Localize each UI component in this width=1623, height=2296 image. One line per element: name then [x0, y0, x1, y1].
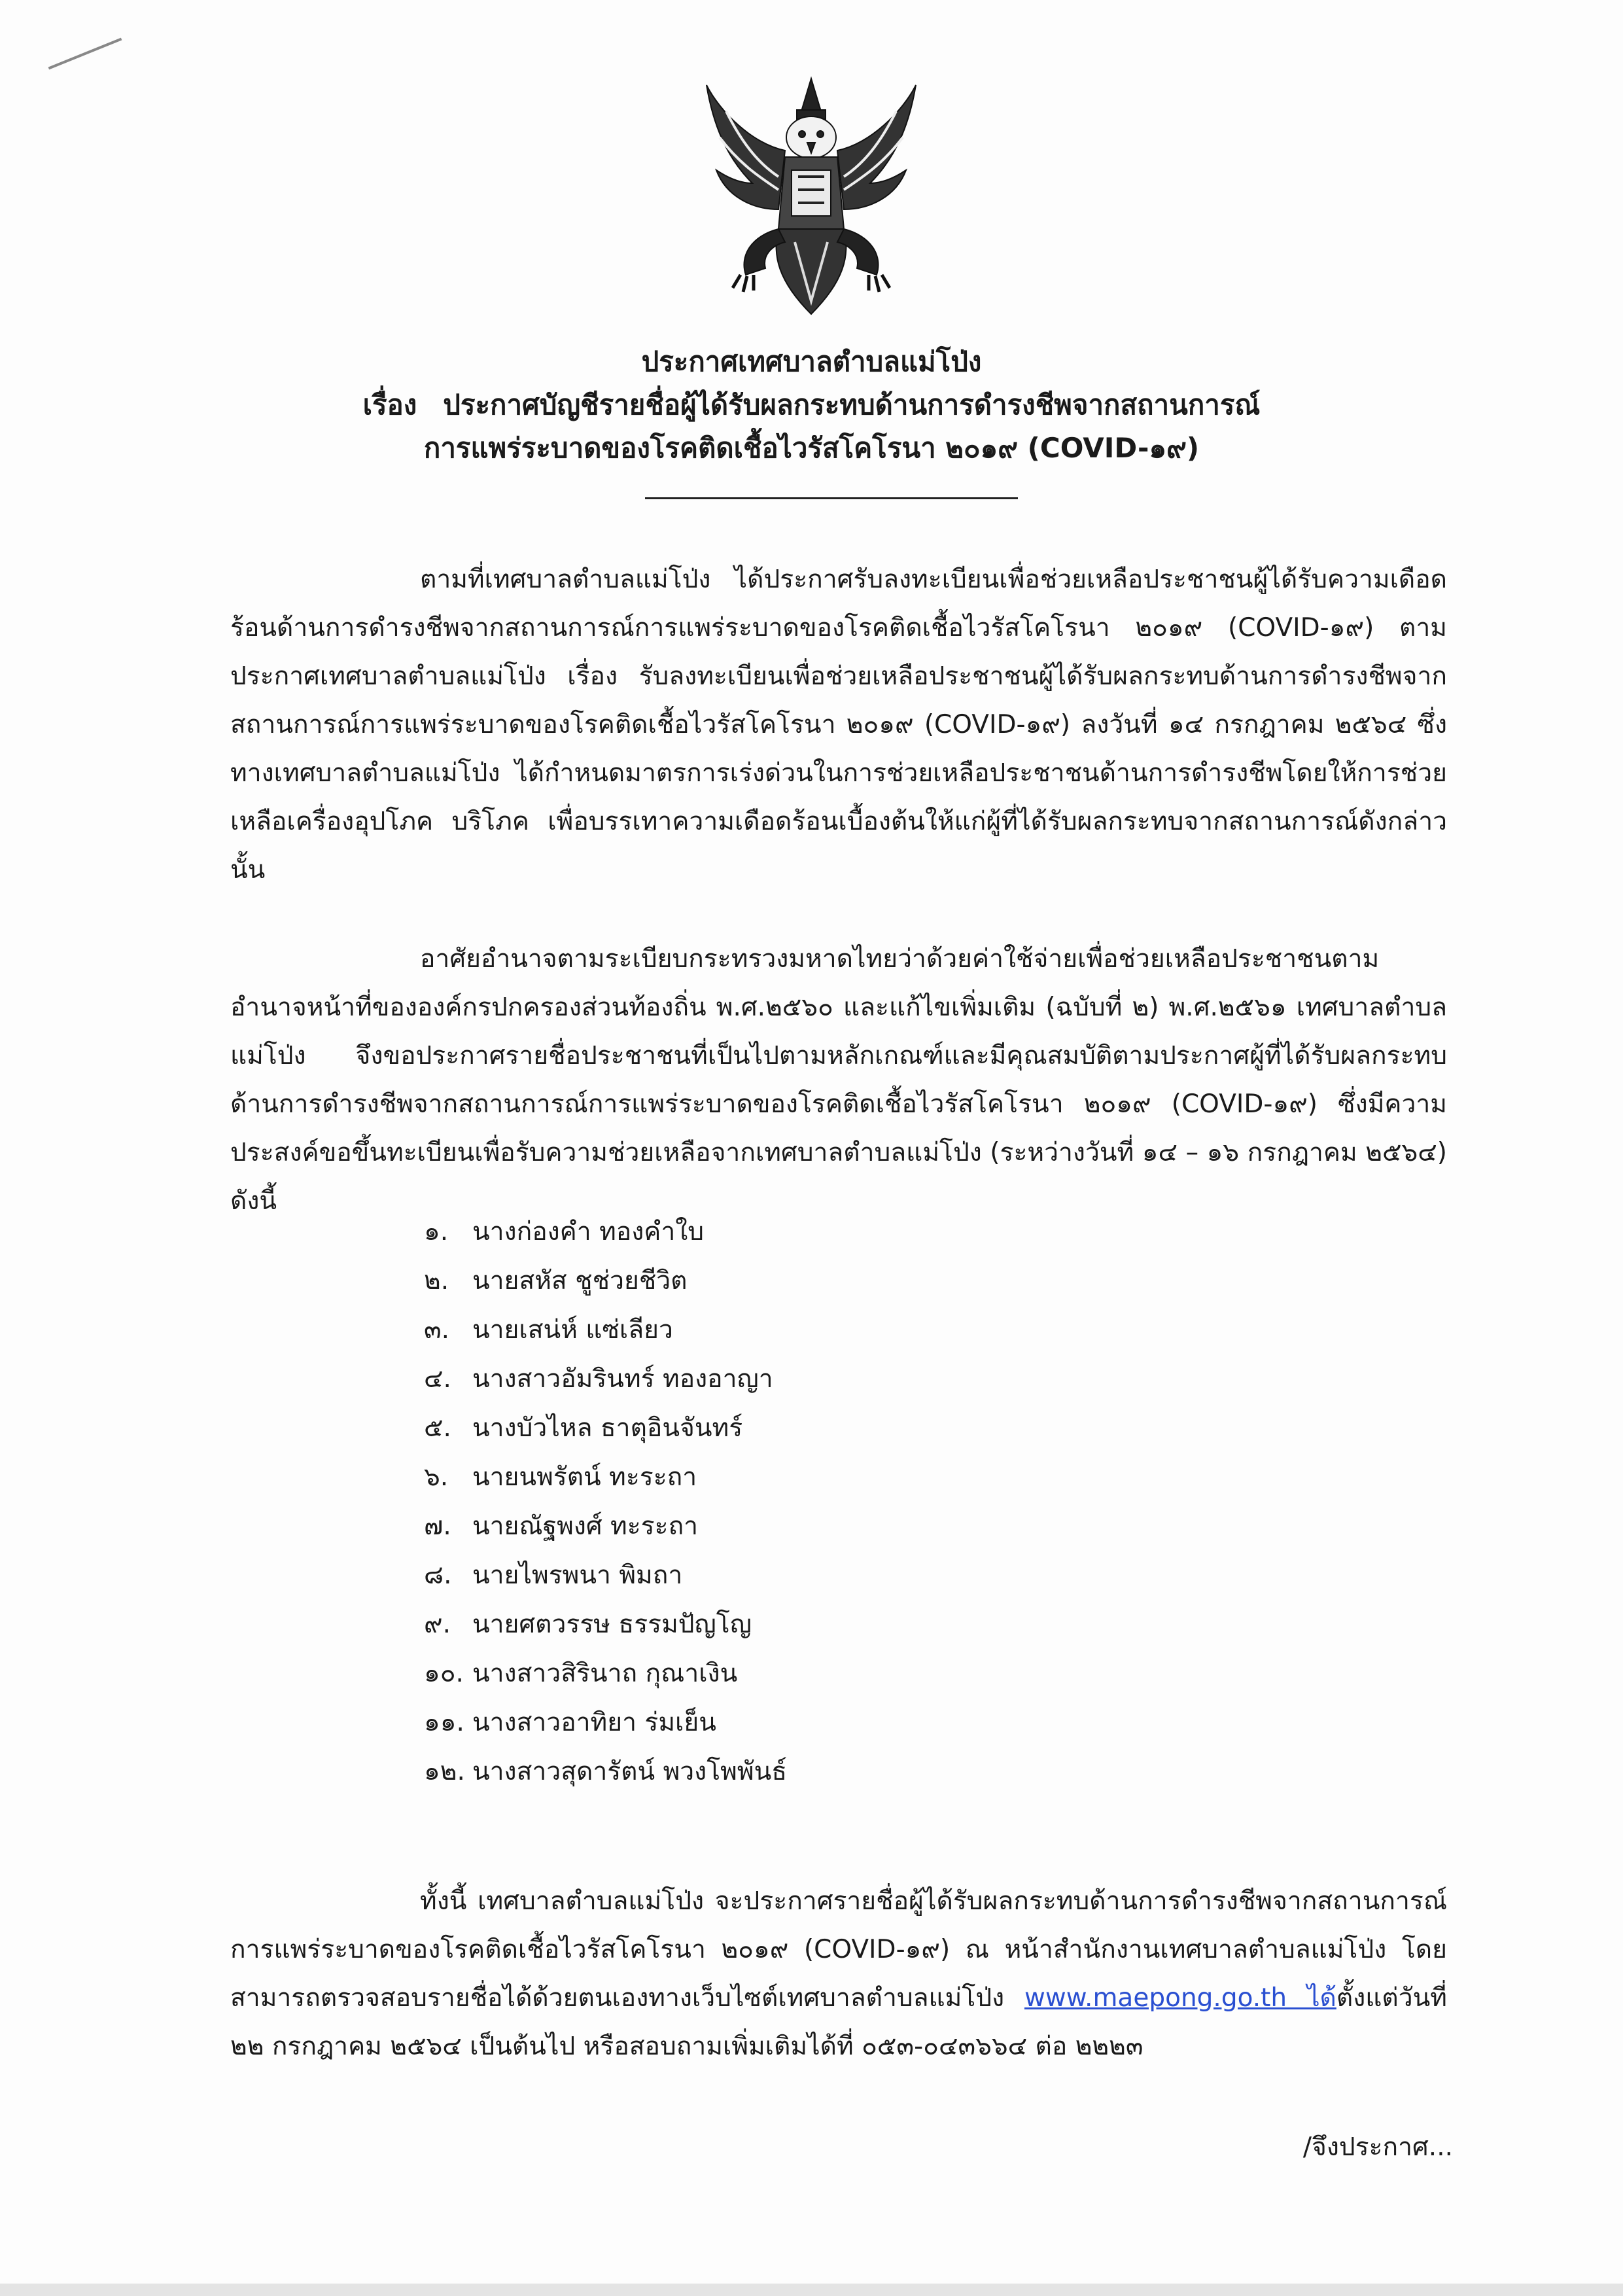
list-number: ๑๐. [424, 1659, 464, 1688]
list-item [424, 1747, 787, 1796]
person-name: นายสหัส ชูช่วยชีวิต [472, 1266, 688, 1296]
list-item [424, 1354, 787, 1404]
list-number: ๙. [424, 1610, 451, 1639]
list-item [424, 1649, 787, 1698]
list-number: ๔. [424, 1364, 451, 1394]
subject-text-1: ประกาศบัญชีรายชื่อผู้ได้รับผลกระทบด้านการดำรงชีพจากสถานการณ์ [443, 389, 1261, 421]
person-name: นายศตวรรษ ธรรมปัญโญ [472, 1610, 752, 1639]
list-item [424, 1305, 787, 1354]
list-item [424, 1256, 787, 1305]
notice-text-before-link: ทั้งนี้ เทศบาลตำบลแม่โป่ง จะประกาศรายชื่อผู้ได้รับผลกระทบด้านการดำรงชีพจากสถานการณ์การแพร่ระบาดของโรคติดเชื้อไวรัสโคโรนา ๒๐๑๙ (COVID-๑๙) ณ หน้าสำนักงานเทศบาลตำบลแม่โป่ง โดยสามารถตรวจสอบรายชื่อได้ด้วยตนเองทางเว็บไซต์เทศบาลตำบลแม่โป่ง [230, 1886, 1447, 2013]
title-divider [645, 497, 1018, 499]
list-number: ๘. [424, 1561, 452, 1590]
scan-bottom-edge [0, 2284, 1623, 2296]
list-number: ๒. [424, 1266, 449, 1296]
person-name: นายณัฐพงศ์ ทะระถา [472, 1511, 699, 1541]
subject-line-1 [0, 383, 1623, 427]
list-number: ๑๒. [424, 1757, 465, 1786]
recipient-name-list [424, 1207, 787, 1796]
list-number: ๑. [424, 1217, 449, 1246]
person-name: นางบัวไหล ธาตุอินจันทร์ [472, 1413, 743, 1443]
notice-text-after-link: ตั้งแต่วันที่ ๒๒ กรกฎาคม ๒๕๖๔ เป็นต้นไป หรือสอบถามเพิ่มเติมได้ที่ ๐๕๓-๐๔๓๖๖๔ ต่อ ๒๒๒๓ [230, 1983, 1447, 2061]
person-name: นายเสน่ห์ แซ่เลียว [472, 1315, 673, 1345]
paragraph-background: ตามที่เทศบาลตำบลแม่โป่ง ได้ประกาศรับลงทะเบียนเพื่อช่วยเหลือประชาชนผู้ได้รับความเดือดร้อนด้านการดำรงชีพจากสถานการณ์การแพร่ระบาดของโรคติดเชื้อไวรัสโคโรนา ๒๐๑๙ (COVID-๑๙) ตามประกาศเทศบาลตำบลแม่โป่ง เรื่อง รับลงทะเบียนเพื่อช่วยเหลือประชาชนผู้ได้รับผลกระทบด้านการดำรงชีพจากสถานการณ์การแพร่ระบาดของโรคติดเชื้อไวรัสโคโรนา ๒๐๑๙ (COVID-๑๙) ลงวันที่ ๑๔ กรกฎาคม ๒๕๖๔ ซึ่งทางเทศบาลตำบลแม่โป่ง ได้กำหนดมาตรการเร่งด่วนในการช่วยเหลือประชาชนด้านการดำรงชีพโดยให้การช่วยเหลือเครื่องอุปโภค บริโภค เพื่อบรรเทาความเดือดร้อนเบื้องต้นให้แก่ผู้ที่ได้รับผลกระทบจากสถานการณ์ดังกล่าว นั้น [230, 565, 1447, 885]
list-number: ๗. [424, 1511, 451, 1541]
list-number: ๖. [424, 1462, 449, 1492]
list-item [424, 1698, 787, 1747]
person-name: นางก่องคำ ทองคำใบ [472, 1217, 705, 1246]
person-name: นางสาวสุดารัตน์ พวงโพพันธ์ [472, 1757, 788, 1786]
person-name: นางสาวอาทิยา ร่มเย็น [472, 1708, 716, 1737]
announcement-heading [0, 340, 1623, 470]
list-item [424, 1600, 787, 1649]
paragraph-authority: อาศัยอำนาจตามระเบียบกระทรวงมหาดไทยว่าด้วยค่าใช้จ่ายเพื่อช่วยเหลือประชาชนตามอำนาจหน้าที่ขององค์กรปกครองส่วนท้องถิ่น พ.ศ.๒๕๖๐ และแก้ไขเพิ่มเติม (ฉบับที่ ๒) พ.ศ.๒๕๖๑ เทศบาลตำบลแม่โป่ง จึงขอประกาศรายชื่อประชาชนที่เป็นไปตามหลักเกณฑ์และมีคุณสมบัติตามประกาศผู้ที่ได้รับผลกระทบด้านการดำรงชีพจากสถานการณ์การแพร่ระบาดของโรคติดเชื้อไวรัสโคโรนา ๒๐๑๙ (COVID-๑๙) ซึ่งมีความประสงค์ขอขึ้นทะเบียนเพื่อรับความช่วยเหลือจากเทศบาลตำบลแม่โป่ง (ระหว่างวันที่ ๑๔ – ๑๖ กรกฎาคม ๒๕๖๔) ดังนี้ [230, 944, 1447, 1216]
garuda-emblem-icon [680, 72, 942, 321]
list-item [424, 1404, 787, 1453]
scan-mark [48, 38, 122, 70]
person-name: นางสาวสิรินาถ กุณาเงิน [472, 1659, 738, 1688]
list-item [424, 1502, 787, 1551]
subject-label: เรื่อง [362, 389, 417, 421]
person-name: นายนพรัตน์ ทะระถา [472, 1462, 697, 1492]
list-item [424, 1453, 787, 1502]
person-name: นายไพรพนา พิมถา [472, 1561, 683, 1590]
list-item [424, 1207, 787, 1256]
announcement-title: ประกาศเทศบาลตำบลแม่โป่ง [641, 345, 982, 378]
person-name: นางสาวอัมรินทร์ ทองอาญา [472, 1364, 773, 1394]
list-item [424, 1551, 787, 1600]
list-number: ๓. [424, 1315, 450, 1345]
subject-line-2: การแพร่ระบาดของโรคติดเชื้อไวรัสโคโรนา ๒๐๑๙ (COVID-๑๙) [423, 432, 1200, 464]
paragraph-notice [230, 1877, 1447, 2071]
website-link[interactable]: www.maepong.go.th ได้ [1024, 1983, 1336, 2013]
list-number: ๕. [424, 1413, 451, 1443]
list-number: ๑๑. [424, 1708, 464, 1737]
continuation-marker: /จึงประกาศ... [1302, 2132, 1453, 2162]
